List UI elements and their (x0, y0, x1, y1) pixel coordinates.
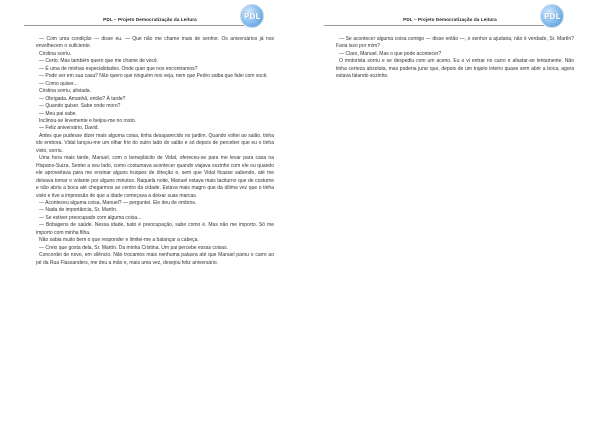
paragraph: — Bobagens de saúde. Nessa idade, tudo é preocupação, sabe como é. Mas não me importo. Só me importo com minha filha. (36, 222, 274, 236)
paragraph: Inclinou-se levemente e beijou-me no rosto. (39, 117, 136, 124)
paragraph: Uma hora mais tarde, Manuel, com o beneplácito de Vidal, ofereceu-se para me levar para casa na Hispano-Suiza. Sentei a seu lado, como costumava acontecer quando viajava sozinho com ele ou quando ele aproveitava para me ensinar alguns truques de direção e, sem que Vidal ficasse sabendo, até me deixava tomar o volante por alguns minutos. Naquela noite, Manuel estava mais taciturno que de costume e não abriu a boca até chegarmos ao centro da cidade. Estava mais magro que da última vez que o tinha visto e tive a impressão de que a idade começava a deixar suas marcas. (36, 155, 274, 199)
paragraph: — Claro, Manuel. Mas o que pode acontecer? (339, 50, 442, 57)
paragraph: — Se estiver preocupado com alguma coisa... (39, 214, 142, 221)
paragraph: — Nada de importância, Sr. Martín. (39, 207, 118, 214)
pdl-logo-icon: PDL (540, 4, 564, 28)
paragraph: — Com uma condição — disse eu. — Que não me chame mais de senhor. Os aniversários já nos envelhecem o suficiente. (36, 36, 274, 50)
paragraph: — Como quiser... (39, 80, 78, 87)
paragraph: — Obrigada. Amanhã, então? À tarde? (39, 95, 126, 102)
paragraph: — Pode ser em sua casa? Não quero que ninguém nos veja, nem que Pedro saiba que falei com você. (39, 73, 268, 80)
left-header-rule (24, 25, 244, 26)
paragraph: Antes que pudesse dizer mais alguma coisa, tinha desaparecido no jardim. Quando voltei ao salão, tinha ido embora. Vidal lançou-me um olhar frio do outro lado do salão e só depois de perceber que eu o tinha visto, sorriu. (36, 132, 274, 154)
right-header-rule (324, 25, 544, 26)
paragraph: Cristina sorriu. (39, 50, 72, 57)
paragraph: Concordei de novo, em silêncio. Não trocamos mais nenhuma palavra até que Manuel parou o carro ao pé da Rua Flassanders, me deu a mão e, mais uma vez, desejou feliz aniversário. (36, 252, 274, 266)
paragraph: — Creio que gosta dela, Sr. Martín. Da minha Cristina. Um pai percebe essas coisas. (39, 244, 228, 251)
right-page (300, 0, 600, 424)
paragraph: — Meu pai sabe. (39, 110, 77, 117)
paragraph: Cristina sorriu, aliviada. (39, 88, 91, 95)
paragraph: — Aconteceu alguma coisa, Manuel? — perguntei. Ele deu de ombros. (39, 199, 197, 206)
right-page-header: PDL – Projeto Democratização da Leitura (403, 17, 497, 22)
paragraph: — Quando quiser. Sabe onde moro? (39, 103, 121, 110)
left-page-header: PDL – Projeto Democratização da Leitura (103, 17, 197, 22)
paragraph: — Certo. Mas também quero que me chame de você. (39, 58, 159, 65)
pdl-logo-icon: PDL (240, 4, 264, 28)
paragraph: O motorista sorriu e se despediu com um aceno. Eu o vi entrar no carro e afastar-se lentamente. Não tinha certeza absoluta, mas poderia jurar que, depois de um trajeto inteiro quase sem abrir a boca, agora estava falando sozinho. (336, 58, 574, 80)
paragraph: — Feliz aniversário, David. (39, 125, 99, 132)
paragraph: — É uma de minhas especialidades. Onde quer que nos encontramos? (39, 65, 198, 72)
paragraph: — Se acontecer alguma coisa comigo — disse então —, o senhor a ajudaria, não é verdade, Sr. Martín? Faria isso por mim? (336, 36, 574, 50)
left-page-body (36, 36, 274, 267)
right-page-body (336, 36, 574, 81)
paragraph: Não sabia muito bem o que responder e limitei-me a balançar a cabeça. (39, 237, 199, 244)
